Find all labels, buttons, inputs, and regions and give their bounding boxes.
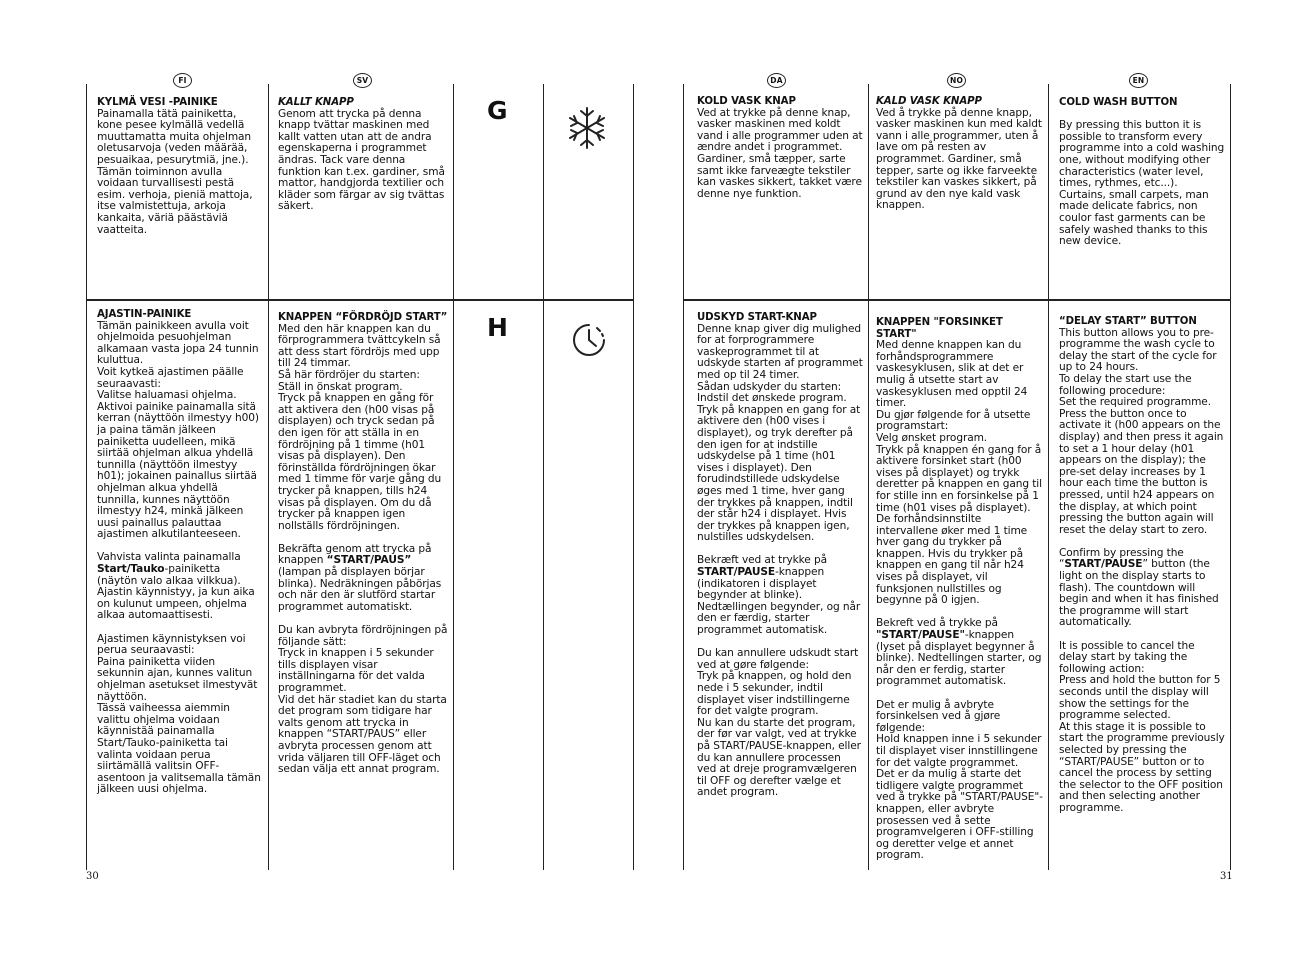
section-body: Confirm by pressing the “START/PAUSE” button (the light on the display starts to flash). The countdown will begin and when it has finished the programme will start automatically. [1059, 546, 1219, 629]
row-divider [86, 299, 634, 301]
column-rule [868, 84, 869, 870]
section-body: By pressing this button it is possible to transform every programme into a cold washing one, without modifying other characteristics (water level, times, rythmes, etc...). Curtains, small carpets, man made delicate fabrics, non coulor fast garments can be safely washed thanks to this new device. [1059, 119, 1225, 248]
language-badge-fi: FI [173, 73, 192, 88]
section-heading: UDSKYD START-KNAP [697, 312, 817, 323]
column-rule [268, 84, 269, 870]
section-body: Ajastimen käynnistyksen voi perua seuraavasti: Paina painiketta viiden sekunnin ajan, kunnes valitun ohjelman asetukset ilmestyvät näyttöön. Tässä vaiheessa aiemmin valittu ohjelma voidaan käynnistää painamalla Start/Tauko-painiketta tai valinta voidaan perua siirtämällä valitsin OFF-asentoon ja valitsemalla tämän jälkeen uusi ohjelma. [97, 632, 261, 796]
section-body: Bekreft ved å trykke på "START/PAUSE"-knappen (lyset på displayet begynner å blinke). Nedtellingen starter, og når den er ferdig, starter programmet automatisk. [876, 617, 1042, 688]
column-rule [86, 84, 87, 870]
fi-delay-start-section [97, 309, 263, 796]
section-body: Med den här knappen kan du förprogrammera tvättcykeln så att dess start fördröjs med upp till 24 timmar. Så här fördröjer du starten: Ställ in önskat program. Tryck på knappen en gång för att aktivera den (h00 visas på displayen) och tryck sedan på den igen för att ställa in en fördröjning på 1 timme (h01 visas på displayen). Den förinställda fördröjningen ökar med 1 timme för varje gång du trycker på knappen, tills h24 visas på displayen. Om du då trycker på knappen igen nollställs fördröjningen. [278, 322, 442, 532]
section-body: Denne knap giver dig mulighed for at forprogrammere vaskeprogrammet til at udskyde starten af programmet med op til 24 timer. Sådan udskyder du starten: Indstil det ønskede program. Tryk på knappen en gang for at aktivere den (h00 vises i displayet), og tryk derefter på den igen for at indstille udskydelse på 1 time (h01 vises i displayet). Den forudindstillede udskydelse øges med 1 time, hver gang der trykkes på knappen, indtil der står h24 i displayet. Hvis der trykkes på knappen igen, nulstilles udskydelsen. [697, 322, 863, 544]
section-body: This button allows you to pre-programme the wash cycle to delay the start of the cycle for up to 24 hours. To delay the start use the following procedure: Set the required programme. Press the button once to activate it (h00 appears on the display) and then press it again to set a 1 hour delay (h01 appears on the display); the pre-set delay increases by 1 hour each time the button is pressed, until h24 appears on the display, at which point pressing the button again will reset the delay start to zero. [1059, 326, 1224, 536]
row-divider [683, 299, 1231, 301]
section-body: Ved å trykke på denne knapp, vasker maskinen kun med kaldt vann i alle programmer, uten å lave om på resten av programmet. Gardiner, små tepper, sarte og ikke farveekte tekstiler kan vaskes sikkert, på grund av den nye kald vask knappen. [876, 106, 1042, 212]
section-body: Du kan annullere udskudt start ved at gøre følgende: Tryk på knappen, og hold den nede i 5 sekunder, indtil displayet viser indstillingerne for det valgte program. Nu kan du starte det program, der før var valgt, ved at trykke på START/PAUSE-knappen, eller du kan annullere processen ved at dreje programvælgeren til OFF og derefter vælge et andet program. [697, 647, 861, 799]
section-body: Ved at trykke på denne knap, vasker maskinen med koldt vand i alle programmer uden at ændre andet i programmet. Gardiner, små tæpper, sarte samt ikke farveægte tekstiler kan vaskes sikkert, takket være denne nye funktion. [697, 106, 863, 200]
section-heading: COLD WASH BUTTON [1059, 97, 1178, 108]
section-body: Du kan avbryta fördröjningen på följande sätt: Tryck in knappen i 5 sekunder tills displayen visar inställningarna för det valda programmet. Vid det här stadiet kan du starta det program som tidigare har valts genom att trycka in knappen “START/PAUS” eller avbryta processen genom att vrida väljaren till OFF-läget och sedan välja ett annat program. [278, 624, 448, 776]
page-number: 31 [1220, 871, 1233, 882]
sv-cold-wash-section [278, 97, 448, 213]
column-rule [1048, 84, 1049, 870]
page-number: 30 [86, 871, 99, 882]
section-heading: KNAPPEN "FORSINKET START" [876, 317, 1003, 340]
section-heading: KYLMÄ VESI -PAINIKE [97, 97, 218, 108]
section-heading: “DELAY START” BUTTON [1059, 316, 1197, 327]
language-badge-sv: SV [353, 73, 372, 88]
da-delay-start-section [697, 312, 863, 799]
section-body: Bekräfta genom att trycka på knappen “START/PAUS” (lampan på displayen börjar blinka). Nedräkningen påbörjas och när den är slutförd startar programmet automatiskt. [278, 542, 442, 613]
section-body: Genom att trycka på denna knapp tvättar maskinen med kallt vatten utan att de andra egenskaperna i programmet ändras. Tack vare denna funktion kan t.ex. gardiner, små mattor, handgjorda textilier och kläder som färgar av sig tvättas säkert. [278, 107, 445, 213]
column-rule [633, 84, 634, 870]
en-delay-start-section [1059, 316, 1225, 815]
section-body: Med denne knappen kan du forhåndsprogrammere vaskesyklusen, slik at det er mulig å utsette start av vaskesyklusen med opptil 24 timer. Du gjør følgende for å utsette programstart: Velg ønsket program. Trykk på knappen én gang for å aktivere forsinket start (h00 vises på displayet) og trykk deretter på knappen en gang til for stille inn en forsinkelse på 1 time (h01 vises på displayet). De forhåndsinnstilte intervallene øker med 1 time hver gang du trykker på knappen. Hvis du trykker på knappen en gang til når h24 vises på displayet, vil funksjonen nullstilles og begynne på 0 igjen. [876, 339, 1042, 607]
language-badge-en: EN [1129, 73, 1148, 88]
section-heading: KOLD VASK KNAP [697, 96, 796, 107]
sv-delay-start-section [278, 312, 448, 776]
section-body: Vahvista valinta painamalla Start/Tauko-painiketta (näytön valo alkaa vilkkua). Ajastin käynnistyy, ja kun aika on kulunut umpeen, ohjelma alkaa automaattisesti. [97, 551, 255, 622]
section-body: Tämän painikkeen avulla voit ohjelmoida pesuohjelman alkamaan vasta jopa 24 tunnin kuluttua. Voit kytkeä ajastimen päälle seuraavasti: Valitse haluamasi ohjelma. Aktivoi painike painamalla sitä kerran (näyttöön ilmestyy h00) ja paina tämän jälkeen painiketta uudelleen, mikä siirtää ohjelman alkua yhdellä tunnilla (näyttöön ilmestyy h01); jokainen painallus siirtää ohjelman alkua yhdellä tunnilla, kunnes näyttöön ilmestyy h24, minkä jälkeen uusi painallus palauttaa ajastimen alkutilanteeseen. [97, 319, 259, 541]
fi-cold-wash-section [97, 97, 263, 236]
section-heading: KALLT KNAPP [278, 97, 354, 108]
right-page [654, 0, 1308, 954]
section-heading: KNAPPEN “FÖRDRÖJD START” [278, 312, 448, 323]
no-delay-start-section [876, 317, 1045, 862]
language-badge-no: NO [947, 73, 966, 88]
column-rule [453, 84, 454, 870]
column-rule [1230, 84, 1231, 870]
clock-icon [571, 322, 607, 362]
no-cold-wash-section [876, 96, 1044, 212]
section-body: Det er mulig å avbryte forsinkelsen ved å gjøre følgende: Hold knappen inne i 5 sekunder til displayet viser innstillingene for det valgte programmet. Det er da mulig å starte det tidligere valgte programmet ved å trykke på "START/PAUSE"-knappen, eller avbryte prosessen ved å sette programvelgeren i OFF-stilling og deretter velge et annet program. [876, 698, 1043, 862]
en-cold-wash-section [1059, 97, 1225, 248]
section-letter-h: H [487, 313, 508, 342]
section-body: It is possible to cancel the delay start by taking the following action: Press and hold the button for 5 seconds until the display will show the settings for the programme selected. At this stage it is possible to start the programme previously selected by pressing the “START/PAUSE” button or to cancel the process by setting the selector to the OFF position and then selecting another programme. [1059, 639, 1225, 814]
language-badge-da: DA [767, 73, 786, 88]
section-body: Bekræft ved at trykke på START/PAUSE-knappen (indikatoren i displayet begynder at blinke). Nedtællingen begynder, og når den er færdig, starter programmet automatisk. [697, 554, 861, 637]
da-cold-wash-section [697, 96, 863, 200]
column-rule [683, 84, 684, 870]
section-body: Painamalla tätä painiketta, kone pesee kylmällä vedellä muuttamatta muita ohjelman oletusarvoja (veden määrää, pesuaikaa, pesurytmiä, jne.). Tämän toiminnon avulla voidaan turvallisesti pestä esim. verhoja, pieniä mattoja, itse valmistettuja, arkoja kankaita, väriä päästäviä vaatteita. [97, 107, 253, 236]
column-rule [543, 84, 544, 870]
section-heading: AJASTIN-PAINIKE [97, 309, 192, 320]
snowflake-icon [566, 106, 608, 154]
section-heading: KALD VASK KNAPP [876, 96, 982, 107]
section-letter-g: G [487, 96, 508, 125]
